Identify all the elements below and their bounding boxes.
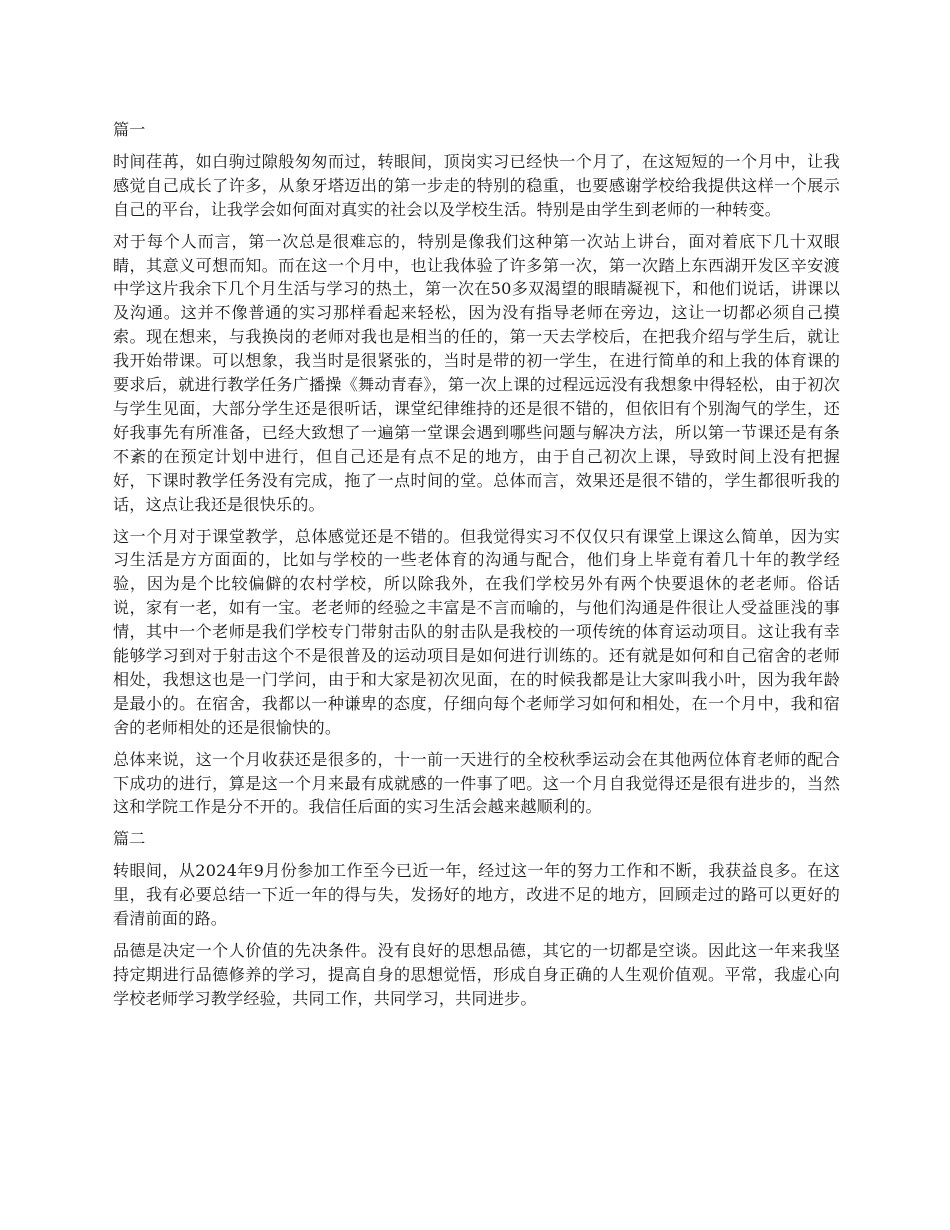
section-heading-1: 篇一 <box>113 120 146 139</box>
paragraph-1-4: 总体来说，这一个月收获还是很多的，十一前一天进行的全校秋季运动会在其他两位体育老师的配合下成功的进行，算是这一个月来最有成就感的一件事了吧。这一个月自我觉得还是很有进步的，当然这和学院工作是分不开的。我信任后面的实习生活会越来越顺利的。 <box>113 749 840 817</box>
paragraph-2-2: 品德是决定一个人价值的先决条件。没有良好的思想品德，其它的一切都是空谈。因此这一年来我坚持定期进行品德修养的学习，提高自身的思想觉悟，形成自身正确的人生观价值观。平常，我虚心向学校老师学习教学经验，共同工作，共同学习，共同进步。 <box>113 941 840 1008</box>
paragraph-2-1: 转眼间，从2024年9月份参加工作至今已近一年，经过这一年的努力工作和不断，我获益良多。在这里，我有必要总结一下近一年的得与失，发扬好的地方，改进不足的地方，回顾走过的路可以更好的看清前面的路。 <box>113 861 840 929</box>
section-heading-2: 篇二 <box>113 829 146 849</box>
document-body <box>113 118 840 1019</box>
paragraph-1-3: 这一个月对于课堂教学，总体感觉还是不错的。但我觉得实习不仅仅只有课堂上课这么简单，因为实习生活是方方面面的，比如与学校的一些老体育的沟通与配合，他们身上毕竟有着几十年的教学经验，因为是个比较偏僻的农村学校，所以除我外，在我们学校另外有两个快要退休的老老师。俗话说，家有一老，如有一宝。老老师的经验之丰富是不言而喻的，与他们沟通是件很让人受益匪浅的事情，其中一个老师是我们学校专门带射击队的射击队是我校的一项传统的体育运动项目。这让我有幸能够学习到对于射击这个不是很普及的运动项目是如何进行训练的。还有就是如何和自己宿舍的老师相处，我想这也是一门学问，由于和大家是初次见面，在的时候我都是让大家叫我小叶，因为我年龄是最小的。在宿舍，我都以一种谦卑的态度，仔细向每个老师学习如何和相处，在一个月中，我和宿舍的老师相处的还是很愉快的。 <box>113 526 840 737</box>
paragraph-1-2: 对于每个人而言，第一次总是很难忘的，特别是像我们这种第一次站上讲台，面对着底下几十双眼睛，其意义可想而知。而在这一个月中，也让我体验了许多第一次，第一次踏上东西湖开发区辛安渡中学这片我余下几个月生活与学习的热土，第一次在50多双渴望的眼睛凝视下，和他们说话，讲课以及沟通。这并不像普通的实习那样看起来轻松，因为没有指导老师在旁边，这让一切都必须自己摸索。现在想来，与我换岗的老师对我也是相当的任的，第一天去学校后，在把我介绍与学生后，就让我开始带课。可以想象，我当时是很紧张的，当时是带的初一学生，在进行简单的和上我的体育课的要求后，就进行教学任务广播操《舞动青春》，第一次上课的过程远远没有我想象中得轻松，由于初次与学生见面，大部分学生还是很听话，课堂纪律维持的还是很不错的，但依旧有个别淘气的学生，还好我事先有所准备，已经大致想了一遍第一堂课会遇到哪些问题与解决方法，所以第一节课还是有条不紊的在预定计划中进行，但自己还是有点不足的地方，由于自己初次上课，导致时间上没有把握好，下课时教学任务没有完成，拖了一点时间的堂。总体而言，效果还是很不错的，学生都很听我的话，这点让我还是很快乐的。 <box>113 231 840 514</box>
paragraph-1-1: 时间荏苒，如白驹过隙般匆匆而过，转眼间，顶岗实习已经快一个月了，在这短短的一个月中，让我感觉自己成长了许多，从象牙塔迈出的第一步走的特别的稳重，也要感谢学校给我提供这样一个展示自己的平台，让我学会如何面对真实的社会以及学校生活。特别是由学生到老师的一种转变。 <box>113 151 840 219</box>
